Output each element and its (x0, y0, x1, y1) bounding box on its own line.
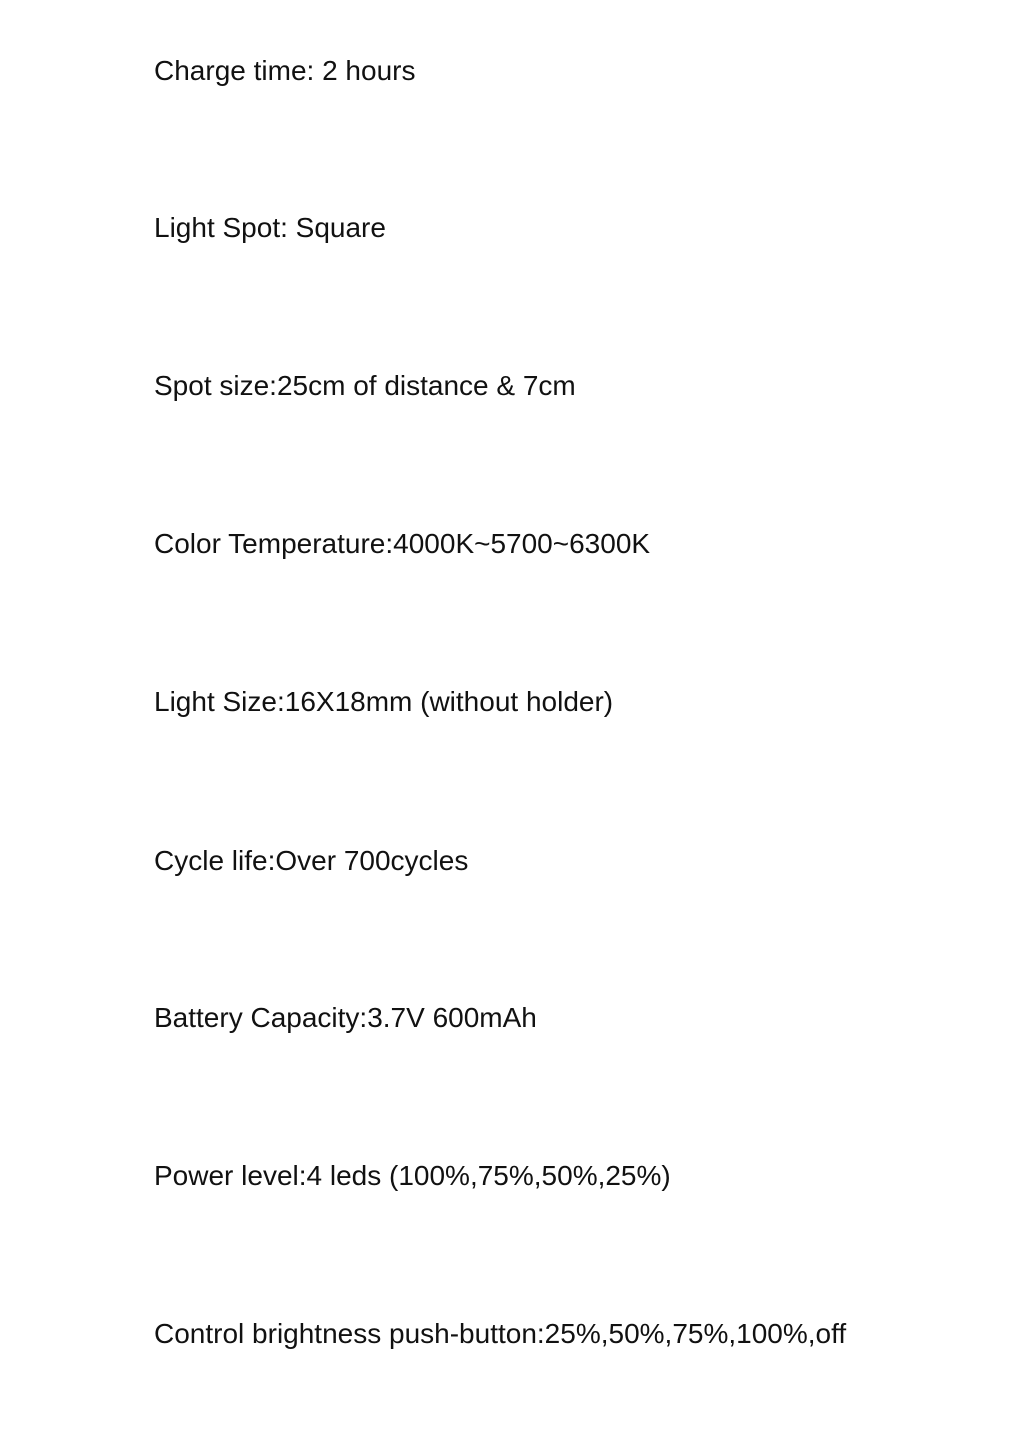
spec-cycle-life: Cycle life:Over 700cycles (154, 845, 469, 876)
spec-light-spot: Light Spot: Square (154, 212, 386, 243)
spec-power-level: Power level:4 leds (100%,75%,50%,25%) (154, 1160, 671, 1191)
spec-charge-time: Charge time: 2 hours (154, 55, 416, 86)
spec-spot-size: Spot size:25cm of distance & 7cm (154, 370, 576, 401)
spec-control-brightness: Control brightness push-button:25%,50%,75%,100%,off (154, 1318, 847, 1349)
spec-light-size: Light Size:16X18mm (without holder) (154, 686, 614, 717)
spec-battery-capacity: Battery Capacity:3.7V 600mAh (154, 1002, 537, 1033)
spec-color-temperature: Color Temperature:4000K~5700~6300K (154, 528, 651, 559)
